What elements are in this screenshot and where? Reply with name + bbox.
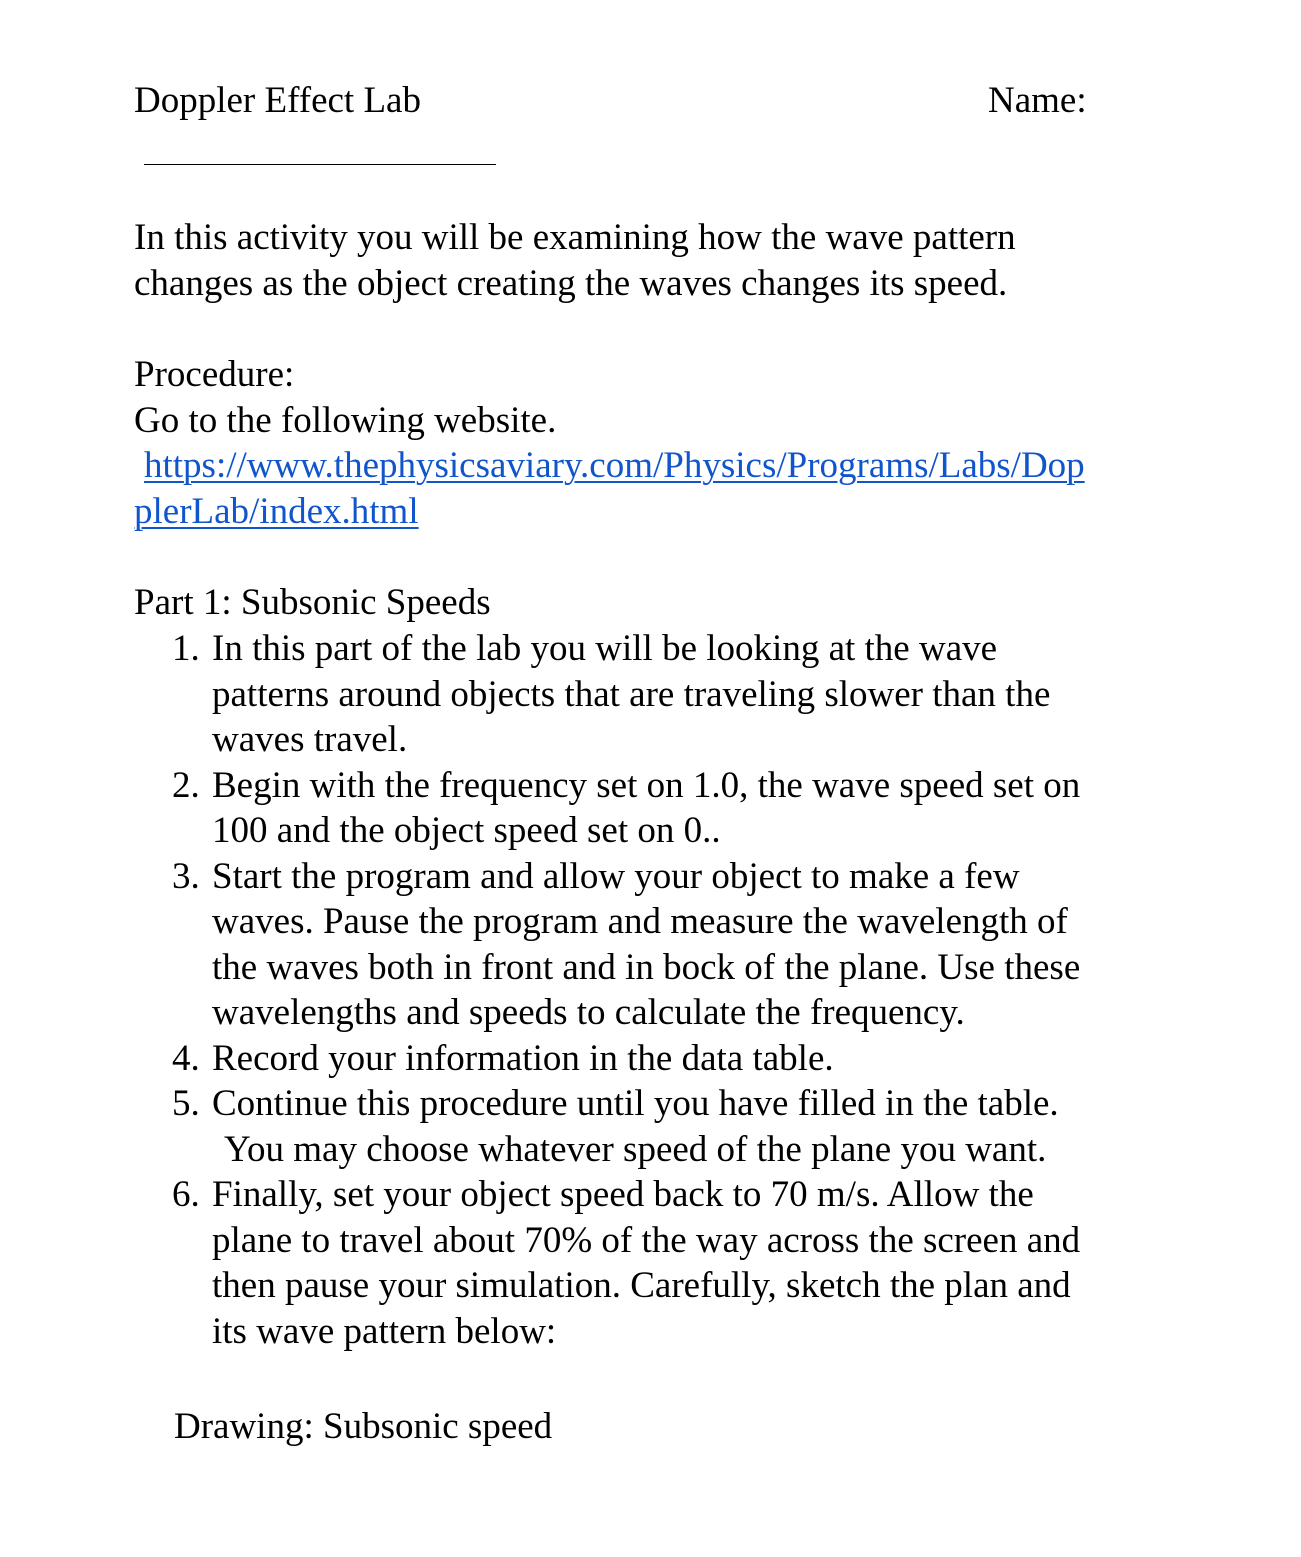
- step-number: 2.: [172, 764, 200, 806]
- step-3: [134, 854, 1194, 1036]
- website-link-line: [134, 443, 1194, 489]
- step-1: [134, 626, 1194, 763]
- steps-list: [134, 626, 1194, 1354]
- step-4: [134, 1036, 1194, 1082]
- step-2: [134, 763, 1194, 854]
- name-label: Name:: [988, 80, 1087, 121]
- step-line: plane to travel about 70% of the way across the screen and: [212, 1219, 1081, 1261]
- drawing-label: Drawing: Subsonic speed: [174, 1406, 553, 1447]
- procedure-instruction: Go to the following website.: [134, 399, 557, 441]
- step-number: 5.: [172, 1083, 200, 1124]
- step-line: then pause your simulation. Carefully, sketch the plan and: [212, 1265, 1071, 1306]
- step-number: 6.: [172, 1174, 200, 1215]
- procedure-section: [134, 352, 1194, 534]
- step-number: 3.: [172, 855, 200, 897]
- step-line: Continue this procedure until you have filled in the table.: [212, 1083, 1059, 1124]
- step-number: 1.: [172, 628, 200, 669]
- step-line: its wave pattern below:: [212, 1310, 557, 1352]
- website-link-line: [134, 489, 1194, 535]
- step-line: the waves both in front and in bock of the plane. Use these: [212, 946, 1081, 988]
- website-link-continued[interactable]: plerLab/index.html: [134, 490, 419, 532]
- name-blank-line: [144, 164, 496, 165]
- step-number: 4.: [172, 1037, 200, 1079]
- step-6: [134, 1172, 1194, 1354]
- step-line: waves travel.: [212, 719, 408, 760]
- step-line: wavelengths and speeds to calculate the frequency.: [212, 992, 965, 1033]
- step-5: [134, 1081, 1194, 1172]
- step-line: In this part of the lab you will be looking at the wave: [212, 628, 998, 669]
- step-line: Begin with the frequency set on 1.0, the wave speed set on: [212, 764, 1081, 806]
- part1-heading: Part 1: Subsonic Speeds: [134, 582, 491, 623]
- step-line: Finally, set your object speed back to 70 m/s. Allow the: [212, 1174, 1034, 1215]
- intro-line: In this activity you will be examining how the wave pattern: [134, 217, 1016, 258]
- intro-paragraph: [134, 215, 1174, 306]
- step-line: patterns around objects that are traveling slower than the: [212, 673, 1051, 715]
- website-link[interactable]: https://www.thephysicsaviary.com/Physics/Programs/Labs/Dop: [144, 445, 1085, 486]
- intro-line: changes as the object creating the waves changes its speed.: [134, 262, 1008, 304]
- step-line: 100 and the object speed set on 0..: [212, 810, 721, 851]
- header-row: [134, 78, 1114, 124]
- step-line: Start the program and allow your object to make a few: [212, 855, 1020, 897]
- step-line: Record your information in the data table.: [212, 1037, 834, 1079]
- step-line: waves. Pause the program and measure the wavelength of: [212, 901, 1068, 942]
- procedure-heading: Procedure:: [134, 354, 295, 395]
- step-line: You may choose whatever speed of the plane you want.: [224, 1128, 1047, 1170]
- document-title: Doppler Effect Lab: [134, 80, 421, 121]
- part1-heading-block: [134, 580, 1194, 626]
